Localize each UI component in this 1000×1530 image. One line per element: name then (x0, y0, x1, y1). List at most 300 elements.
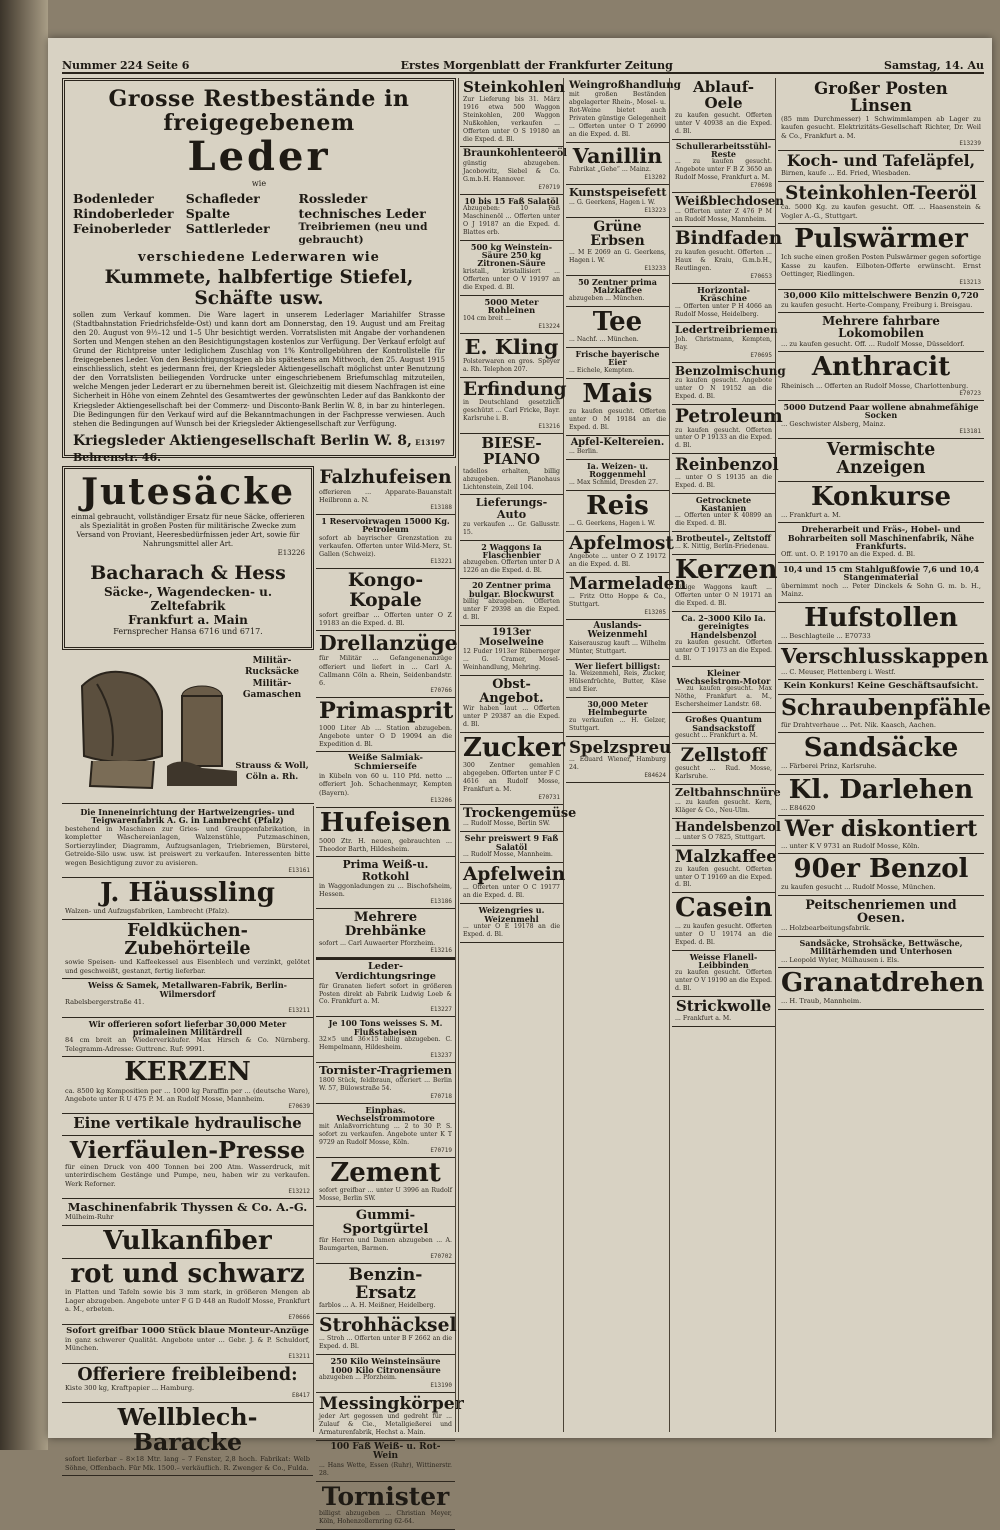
rucksack-advertisement (62, 656, 314, 804)
ad-body: Rheinisch ... Offerten an Rudolf Mosse, Charlottenburg. (781, 381, 969, 390)
ad-title: Primasprit (319, 698, 454, 725)
ad-body: Fabrikat „Gehe“ ... Mainz. (569, 166, 652, 174)
leder-sub: verschiedene Lederwaren wie (138, 249, 380, 265)
advertisement (672, 951, 775, 998)
ad-body: ... Hans Wette, Essen (Ruhr), Wittinerstr. 28. (319, 1461, 452, 1477)
ad-title: 5000 Dutzend Paar wollene abnahmefähige Socken (783, 402, 979, 421)
advertisement (672, 846, 775, 893)
ad-body: ... Frankfurt a. M. (781, 510, 841, 519)
ad-title: Schullerarbeitsstühl-Reste (675, 140, 772, 159)
leder-item: Spalte (185, 206, 231, 222)
ad-title: Vermischte Anzeigen (826, 440, 936, 479)
ad-body: ... unter S O 7825, Stuttgart. (675, 834, 766, 842)
ad-title: Offeriere freibleibend: (77, 1364, 298, 1385)
ad-reference: E70723 (959, 390, 981, 398)
advertisement (672, 363, 786, 405)
advertisement (672, 227, 783, 283)
ad-body: ... G. Geerkens, Hagen i. W. (569, 519, 656, 527)
advertisement (62, 1114, 313, 1136)
ad-title: Kein Konkurs! Keine Geschäftsaufsicht. (783, 681, 979, 692)
jute-ref: E13226 (277, 548, 305, 557)
ad-reference: E13188 (430, 504, 452, 511)
ad-title: Anthracit (811, 352, 951, 383)
ad-title: Kunstspeisefett (569, 186, 667, 200)
advertisement (460, 832, 563, 863)
ad-body: ... Rudolf Mosse, Berlin SW. (463, 820, 550, 828)
leder-title: Grosse Restbestände in freigegebenem (108, 86, 410, 137)
ad-title: Grüne Erbsen (590, 218, 645, 250)
leder-item: Rindoberleder (73, 206, 174, 222)
ad-title: Ca. 2–3000 Kilo Ia. gereinigtes Handelsbenzol (681, 612, 766, 640)
advertisement (672, 494, 775, 533)
ad-title: Sofort greifbar 1000 Stück blaue Monteur-Anzüge (66, 1325, 309, 1336)
ad-body: billigst abzugeben ... Christian Meyer, Köln, Hohenzollernring 62-64. (319, 1509, 452, 1525)
advertisement (778, 854, 984, 896)
ad-title: J. Häussling (100, 877, 275, 908)
jute-body: einmal gebraucht, vollständiger Ersatz für neue Säcke, offerieren als Spezialität in großen Posten für militärische Zwecke zum Versand von Proviant, Heeresbedürfnissen jeder Art, sowie für Nahrungsmittel aller Art. (71, 512, 305, 548)
ad-reference: E13202 (644, 174, 666, 182)
ad-body: ... unter O S 19135 an die Exped. d. Bl. (675, 473, 772, 489)
ad-title: 30,000 Kilo mittelschwere Benzin 0,720 (783, 290, 979, 301)
advertisement (316, 569, 455, 631)
advertisement (316, 1355, 455, 1393)
advertisement (566, 736, 672, 783)
ad-reference: E13190 (430, 1381, 452, 1389)
ad-body: sofort greifbar ... unter U 3996 an Rudolf Mosse, Berlin SW. (319, 1187, 452, 1203)
ad-body: ... K. Nittig, Berlin-Friedenau. (675, 542, 770, 550)
ad-reference: E13224 (538, 323, 560, 331)
ad-title: 2 Waggons Ia Flaschenbier (481, 541, 542, 561)
ad-title: Vulkanfiber (103, 1225, 272, 1256)
ad-body: ... zu kaufen gesucht. Angebote unter F B Z 3650 an Rudolf Mosse, Frankfurt a. M. (675, 158, 772, 182)
ad-body: jeder Art gegossen und gedreht für ... Zulauf & Cie., Metallgießerei und Armaturenfabrik, Hechst a. Main. (319, 1413, 452, 1436)
advertisement (778, 937, 984, 968)
advertisement (566, 460, 669, 491)
advertisement (672, 78, 775, 140)
ad-body: billig abzugeben. Offerten unter F 29398 an die Exped. d. Bl. (463, 598, 560, 621)
ad-body: Einige Waggons kauft ... Offerten unter O N 19171 an die Exped. d. Bl. (675, 583, 772, 607)
advertisement (316, 909, 455, 958)
advertisement (566, 348, 669, 379)
ad-body: Kaiserauszug kauft ... Wilhelm Münter, Stuttgart. (569, 639, 666, 655)
ad-body: abzugeben ... Pforzheim. (319, 1374, 397, 1382)
ad-body: 84 cm breit an Wiederverkäufer. Max Hirsch & Co. Nürnberg. Telegramm-Adresse: Guttrenc. Ruf: 9991. (65, 1036, 310, 1053)
ad-title: 1 Reservoirwagen 15000 Kg. Petroleum (321, 516, 450, 535)
ad-title: Benzin-Ersatz (348, 1264, 423, 1303)
ad-body: ... Färberei Prinz, Karlsruhe. (781, 762, 877, 771)
book-binding (0, 0, 48, 1450)
ad-reference: E70718 (430, 1092, 452, 1100)
ad-body: für einen Druck von 400 Tonnen bei 200 Atm. Wasserdruck, mit unterirdischem Gestänge und Pumpe, neu, haben wir zu verkaufen. Werk Reforner. (65, 1162, 310, 1188)
ad-body: 32×5 und 36×15 billig abzugeben. C. Hempelmann, Hildesheim. (319, 1036, 452, 1052)
advertisement (316, 1441, 455, 1482)
ad-title: Benzolmischung (675, 363, 786, 378)
ad-body: zu kaufen gesucht. Offerten unter V 40938 an die Exped. d. Bl. (675, 111, 772, 135)
ad-body: abzugeben ... München. (569, 294, 645, 302)
advertisement (566, 276, 669, 307)
ad-body: ca. 5000 Kg. zu kaufen gesucht. Off. ... Haasenstein & Vogler A.-G., Stuttgart. (781, 203, 981, 220)
advertisement (778, 523, 984, 563)
advertisement (672, 554, 778, 612)
ad-body: 12 Fuder 1913er Rübernerger ... G. Cramer, Mosel-Weinhandlung, Mehring. (463, 648, 560, 672)
advertisement (672, 997, 775, 1027)
ad-body: zu kaufen gesucht. Offerten unter O V 19190 an die Exped. d. Bl. (675, 969, 772, 993)
advertisement (316, 1158, 455, 1207)
ad-title: Trockengemüse (463, 805, 577, 821)
leder-advertisement (62, 78, 456, 464)
ad-title: Kl. Darlehen (788, 774, 974, 805)
advertisement (460, 805, 577, 832)
ad-body: ... G. Geerkens, Hagen i. W. (569, 198, 656, 206)
advertisement (460, 733, 563, 805)
advertisement (672, 323, 778, 363)
leder-item: Treibriemen (neu und gebraucht) (298, 221, 428, 246)
ad-body: Zur Lieferung bis 31. März 1916 etwa 500 Waggon Steinkohlen, 200 Waggon Nußkohlen, verkaufen ... Offerten unter O S 19180 an die Exped. d. Bl. (463, 95, 560, 143)
ad-title: E. Kling (464, 334, 559, 360)
jute-phone: Fernsprecher Hansa 6716 und 6717. (113, 627, 263, 637)
ad-body: zu kaufen gesucht. Herte-Company, Freiburg i. Breisgau. (781, 300, 973, 309)
ad-body: ca. 8500 kg Kompositien per ... 1000 kg Paraffin per ... (deutsche Ware), Angebote unter R U 475 P. M. an Rudolf Mosse, Mannheim. (65, 1086, 310, 1103)
ad-body: Walzen- und Aufzugsfabriken, Lambrecht (Pfalz). (65, 907, 230, 916)
newspaper-page (48, 38, 992, 1525)
advertisement (316, 1314, 455, 1356)
ad-reference: E13161 (288, 866, 310, 874)
leder-item: Feinoberleder (73, 221, 171, 237)
ad-title: Strickwolle (675, 997, 772, 1016)
ad-reference: E70766 (430, 687, 452, 695)
ad-reference: E70653 (750, 272, 772, 280)
ad-title: Wer diskontiert (784, 816, 978, 843)
advertisement (672, 140, 775, 194)
ad-reference: E70639 (288, 1103, 310, 1111)
advertisement (672, 893, 775, 950)
advertisement (566, 78, 681, 143)
ad-reference: E84624 (644, 772, 666, 779)
ad-reference: E13206 (430, 796, 452, 804)
page-header (62, 54, 984, 74)
ad-title: Sandsäcke (803, 733, 959, 763)
ad-body: 5000 Ztr. H. neuen, gebrauchten ... Theodor Barth, Hildesheim. (319, 837, 452, 854)
ad-reference: E13205 (644, 608, 666, 616)
leder-item: Bodenleder (73, 191, 154, 207)
ad-body: für Militär ... Gefangenenanzüge offeriert und liefert in ... Carl A. Callmann Cöln a. Rhein, Seidenbandstr. 6. (319, 654, 452, 687)
ad-reference: E13211 (288, 1006, 310, 1014)
column-6 (566, 78, 687, 1432)
advertisement (62, 1136, 313, 1199)
ad-title: rot und schwarz (70, 1259, 305, 1289)
ad-body: ... Offerten unter P H 4066 an Rudolf Mosse, Heidelberg. (675, 303, 772, 319)
advertisement (672, 193, 784, 227)
advertisement (778, 224, 984, 290)
ad-body: in Platten und Tafeln sowie bis 3 mm stark, in größeren Mengen ab Lager abzugeben. Angebote unter F G D 448 an Rudolf Mosse, Frankfurt a. M., erbeten. (65, 1288, 310, 1314)
advertisement (778, 313, 984, 352)
advertisement (316, 1393, 464, 1441)
advertisement (316, 1264, 455, 1314)
leder-item: Sattlerleder (185, 221, 270, 237)
ad-title: Brotbeutel-, Zeltstoff (676, 533, 771, 544)
ad-body: sofort greifbar ... Offerten unter O Z 19183 an die Exped. d. Bl. (319, 610, 452, 627)
ad-title: Auslands-Weizenmehl (587, 620, 648, 640)
ad-body: ... C. Meuser, Plettenberg i. Westf. (781, 667, 896, 676)
ad-title: 50 Zentner prima Malzkaffee (578, 276, 657, 296)
ad-title: 90er Benzol (793, 854, 969, 884)
ad-body: ... Rudolf Mosse, Mannheim. (463, 851, 553, 859)
ad-body: Joh. Christmann, Kempten, Bay. (675, 335, 772, 351)
ad-title: KERZEN (124, 1057, 251, 1088)
ad-body: ... Eichele, Kempten. (569, 366, 635, 374)
advertisement (672, 744, 775, 785)
ad-title: Apfel-Keltereien. (570, 436, 665, 448)
advertisement (62, 1364, 313, 1404)
ad-reference: E13181 (959, 428, 981, 436)
ad-body: 300 Zentner gemahlen abgegeben. Offerten unter F C 4616 an Rudolf Mosse, Frankfurt a. M. (463, 762, 560, 794)
advertisement (460, 334, 563, 378)
ad-reference: E13239 (959, 139, 981, 147)
ad-title: Frische bayerische Eier (575, 348, 660, 368)
advertisement (672, 284, 775, 323)
ad-title: Tornister (321, 1481, 450, 1511)
advertisement (778, 182, 984, 224)
ad-body: zu kaufen gesucht. Offerten unter O T 19173 an die Exped. d. Bl. (675, 638, 772, 662)
ad-body: ... Berlin. (569, 448, 598, 456)
leder-ref: E13197 (415, 437, 445, 447)
ad-body: Off. unt. O. P. 19170 an die Exped. d. Bl. (781, 550, 916, 559)
ad-body: für Drahtverhaue ... Pet. Nik. Kaasch, Aachen. (781, 720, 936, 729)
advertisement (778, 775, 984, 817)
advertisement (460, 241, 563, 296)
ad-title: Verschlusskappen (781, 644, 989, 669)
advertisement (778, 695, 991, 733)
ad-body: Rabelsbergerstraße 41. (65, 998, 145, 1007)
ad-body: Angebote ... unter O Z 19172 an die Exped. d. Bl. (569, 553, 666, 569)
ad-body: ... Max Schmid, Dresden 27. (569, 478, 658, 486)
ad-title: Getrocknete Kastanien (695, 494, 752, 514)
ad-reference: E8417 (291, 1392, 310, 1400)
ad-title: Obst-Angebot. (479, 677, 544, 706)
advertisement (566, 379, 669, 436)
advertisement (460, 579, 563, 626)
ad-reference: E13211 (288, 1352, 310, 1360)
advertisement (460, 495, 563, 540)
ad-reference: E13216 (538, 422, 560, 430)
column-3 (316, 466, 464, 1525)
ad-title: Erfindung (463, 378, 567, 400)
ad-title: Sandsäcke, Strohsäcke, Bettwäsche, Militärhemden und Unterhosen (799, 937, 963, 957)
ad-title: Drellanzüge (319, 630, 458, 655)
ad-reference: E13216 (430, 947, 452, 955)
ad-body: in Waggonladungen zu ... Bischofsheim, Hessen. (319, 881, 452, 899)
ad-body: ... Geschwister Alsberg, Mainz. (781, 419, 886, 428)
leder-item: Schafleder (185, 191, 260, 207)
ad-title: Maschinenfabrik Thyssen & Co. A.-G. (67, 1200, 308, 1215)
ad-body: sofort lieferbar – 8×18 Mtr. lang – 7 Fenster, 2,8 hoch. Fabrikat: Welb Söhne, Offenbach. Für Mk. 1500.– verkäuflich. R. Zwenger & Co., Fulda. (65, 1455, 310, 1472)
ad-body: sofort ... Carl Auwaerter Pforzheim. (319, 939, 436, 948)
ad-body: ... Offerten unter O C 19177 an die Exped. d. Bl. (463, 884, 560, 900)
advertisement (62, 1259, 313, 1325)
ad-title: Apfelwein (463, 864, 566, 886)
ad-title: Eine vertikale hydraulische (73, 1114, 302, 1133)
ad-title: 5000 Meter Rohleinen (484, 296, 539, 316)
ad-reference: E13186 (430, 898, 452, 906)
ad-reference: E13213 (959, 278, 981, 286)
leder-items (73, 191, 445, 246)
ad-body: für Herren und Damen abzugeben ... A. Baumgarten, Barmen. (319, 1236, 452, 1252)
ad-body: abzugeben. Offerten unter D A 1226 an die Exped. d. Bl. (463, 559, 560, 575)
ad-body: ... Beschlagteile ... E70733 (781, 631, 871, 640)
ad-title: Malzkaffee (675, 846, 777, 867)
ad-title: Bindfaden (675, 228, 783, 250)
ad-title: Vierfäulen-Presse (69, 1136, 306, 1165)
advertisement (672, 612, 775, 667)
ad-title: Weingroßhandlung (569, 79, 681, 91)
advertisement (460, 626, 563, 676)
ad-body: übernimmt noch ... Peter Dinckels & Sohn G. m. b. H., Mainz. (781, 581, 981, 599)
ad-body: in Kübeln von 60 u. 110 Pfd. netto ... offeriert Joh. Schachenmayr, Kempten (Bayern). (319, 772, 452, 797)
leder-item: technisches Leder (298, 206, 426, 222)
advertisement (316, 808, 455, 858)
ad-title: Weiße Salmiak-Schmierseife (348, 753, 423, 773)
advertisement (460, 378, 567, 434)
ad-title: Zellstoff (680, 745, 767, 767)
advertisement (672, 405, 783, 454)
ad-title: 250 Kilo Weinsteinsäure 1000 Kilo Citronensäure (330, 1356, 441, 1375)
ad-body: offerieren ... Apparate-Bauanstalt Heilbronn a. N. (319, 487, 452, 504)
advertisement (316, 1063, 455, 1104)
ad-title: Die Inneneinrichtung der Hartweizengries- und Teigwarenfabrik A. G. in Lambrecht (Pfalz) (80, 807, 295, 826)
advertisement (62, 878, 313, 920)
ad-body: ... zu kaufen gesucht. Max Nöthe, Frankfurt a. M., Eschersheimer Landstr. 68. (675, 685, 772, 709)
ad-reference: E13237 (430, 1052, 452, 1060)
ad-title: Leder-Verdichtungsringe (335, 961, 436, 983)
ad-title: Weißblechdosen (675, 194, 784, 209)
advertisement (672, 667, 775, 714)
ad-title: Schraubenpfähle (781, 695, 991, 722)
ad-title: Peitschenriemen und Oesen. (805, 896, 957, 926)
ad-title: Hufstollen (804, 602, 958, 633)
ad-body: Kiste 300 kg, Kraftpapier ... Hamburg. (65, 1383, 195, 1392)
ad-title: Marmeladen (569, 573, 687, 594)
advertisement (778, 401, 984, 439)
column-4b-unused (458, 78, 459, 1432)
ad-reference: E13212 (288, 1188, 310, 1196)
ad-body: ... Leopold Wyler, Mülhausen i. Els. (781, 955, 900, 964)
ad-title: Falzhufeisen (319, 466, 452, 488)
ad-body: Abzugeben: 10 Faß Maschinenöl ... Offerten unter O J 19187 an die Exped. d. Blattes erb. (463, 204, 560, 236)
advertisement (566, 532, 674, 573)
ad-title: Kerzen (675, 554, 778, 585)
ad-title: Braunkohlenteeröl (463, 148, 567, 160)
ad-body: günstig abzugeben. Jacobowitz, Siebel & Co. G.m.b.H. Hannover. (463, 159, 560, 183)
header-center: Erstes Morgenblatt der Frankfurter Zeitung (400, 59, 673, 72)
ad-title: Strohhäcksel (319, 1313, 457, 1336)
advertisement (566, 660, 669, 698)
ad-title: 100 Faß Weiß- u. Rot-Wein (330, 1441, 441, 1462)
ad-body: tadellos erhalten, billig abzugeben. Pianohaus Lichtenstein, Zeil 104. (463, 467, 560, 491)
ad-body: gesucht ... Frankfurt a. M. (675, 732, 758, 740)
ad-title: Reis (586, 490, 649, 521)
ad-body: Polsterwaren en gros. Speyer a. Rh. Telephon 207. (463, 357, 560, 373)
ad-body: kristall., kristallisiert ... Offerten unter O V 19197 an die Exped. d. Bl. (463, 267, 560, 291)
advertisement (566, 436, 669, 460)
ad-title: Mehrere fahrbare Lokomobilen (822, 314, 940, 341)
ad-body: für Granaten liefert sofort in größeren Posten direkt ab Fabrik Ludwig Loeb & Co. Frankfurt a. M. (319, 982, 452, 1006)
ad-body: in Deutschland gesetzlich geschützt ... Carl Fricke, Bayr. Karlsruhe i. B. (463, 399, 560, 423)
ad-title: Vanillin (572, 142, 663, 168)
ad-body: mit großen Beständen abgelagerter Rhein-, Mosel- u. Rot-Weine bietet auch Privaten günstige Gelegenheit ... Offerten unter O T 26990 an die Exped. d. Bl. (569, 90, 666, 138)
ad-title: Apfelmost (569, 532, 674, 554)
advertisement (316, 466, 455, 515)
ad-body: ... E84620 (781, 804, 816, 813)
column-2 (62, 806, 314, 1472)
ad-body: ... Nachf. ... München. (569, 335, 639, 343)
ad-body: ... Offerten unter Z 476 P M an Rudolf Mosse, Mannheim. (675, 207, 772, 223)
advertisement (566, 185, 669, 218)
ad-title: Wellblech-Baracke (117, 1403, 258, 1457)
advertisement (316, 1482, 455, 1530)
ad-reference: E70695 (750, 351, 772, 359)
ad-title: 10,4 und 15 cm Stahlgußfowie 7,6 und 10,4 Stangenmaterial (782, 563, 980, 583)
ad-body: 1800 Stück, feldbraun, offeriert ... Berlin W. 57, Bülowstraße 54. (319, 1076, 452, 1092)
advertisement (316, 698, 455, 752)
ad-title: Zement (330, 1157, 441, 1188)
ad-body: bestehend in Maschinen zur Gries- und Grauppenfabrikation, in kompletter Wäschereianlagen, Walzenstühle, Putzmaschinen, Sortierzylinder, Diagramm, Aufzugsanlagen, Triebriemen, Bürsterei, Getreide-Silo usw. usw. ist preiswert zu verkaufen. Interessenten bitte wegen Besichtigung zuvor zu avisieren. (65, 824, 310, 867)
advertisement (778, 352, 984, 401)
ad-title: Feldküchen-Zubehörteile (124, 920, 251, 960)
rucksack-firm: Strauss & Woll, Cöln a. Rh. (235, 761, 309, 782)
ad-title: Petroleum (675, 406, 783, 428)
ad-body: sowie Speisen- und Kaffeekessel aus Eisenblech und verzinkt, gelötet und geschweißt, gestanzt, fertig lieferbar. (65, 958, 310, 975)
ad-reference: E13223 (644, 206, 666, 214)
ad-body: Mülheim-Ruhr (65, 1213, 114, 1222)
advertisement (316, 1207, 455, 1264)
advertisement (316, 752, 455, 808)
ad-title: BIESE-PIANO (481, 433, 542, 468)
ad-body: mit Anlaßvorrichtung ... 2 to 30 P. S. sofort zu verkaufen. Angebote unter K T 9729 an Rudolf Mosse, Köln. (319, 1123, 452, 1146)
ad-title: Reinbenzol (675, 454, 779, 475)
ad-body: Ich suche einen großen Posten Pulswärmer gegen sofortige Kasse zu kaufen. Eilboten-Offerte erwünscht. Ernst Oettinger, Riedlingen. (781, 253, 981, 279)
leder-item: Rossleder (298, 191, 368, 207)
advertisement (566, 218, 669, 276)
ad-body: zu verkaufen ... Gr. Gallusstr. 15. (463, 520, 560, 536)
ad-body: zu kaufen gesucht. Offerten ... Haux & Kraiu, G.m.b.H., Reutlingen. (675, 248, 772, 272)
advertisement (566, 698, 669, 737)
ad-title: Mais (582, 378, 653, 409)
ad-body: zu kaufen gesucht. Offerten unter O P 19133 an die Exped. d. Bl. (675, 426, 772, 450)
advertisement (62, 1199, 313, 1226)
ad-title: Wer liefert billigst: (574, 660, 661, 671)
advertisement (460, 434, 563, 496)
column-8 (778, 78, 991, 1432)
ad-title: Horizontal-Kräschine (697, 284, 750, 304)
ad-title: Handelsbenzol (675, 819, 781, 835)
advertisement (778, 603, 984, 645)
ad-body: Wir haben laut ... Offerten unter P 29387 an die Exped. d. Bl. (463, 705, 560, 728)
ad-title: Spelzspreu (569, 736, 672, 757)
ad-title: Messingkörper (319, 1393, 464, 1414)
advertisement (316, 960, 455, 1017)
ad-title: Dreherarbeit und Fräs-, Hobel- und Bohrarbeiten soll Maschinenfabrik, Nähe Frankfurts. (787, 524, 975, 552)
ad-title: Steinkohlen-Teeröl (785, 182, 977, 204)
advertisement (62, 1226, 313, 1259)
leder-wie: wie (251, 179, 267, 189)
ad-title: Tee (592, 306, 643, 337)
ad-title: Granatdrehen (781, 968, 985, 999)
ad-title: Wir offerieren sofort lieferbar 30,000 Meter primaleinen Militärdrell (88, 1018, 287, 1037)
advertisement (566, 143, 669, 186)
jute-city: Frankfurt a. Main (128, 613, 248, 628)
ad-body: ... zu kaufen gesucht. Kern, Kläger & Co., Neu-Ulm. (675, 798, 772, 814)
leder-firm: Kriegsleder Aktiengesellschaft Berlin W. 8, Behrenstr. 46. (73, 432, 412, 464)
